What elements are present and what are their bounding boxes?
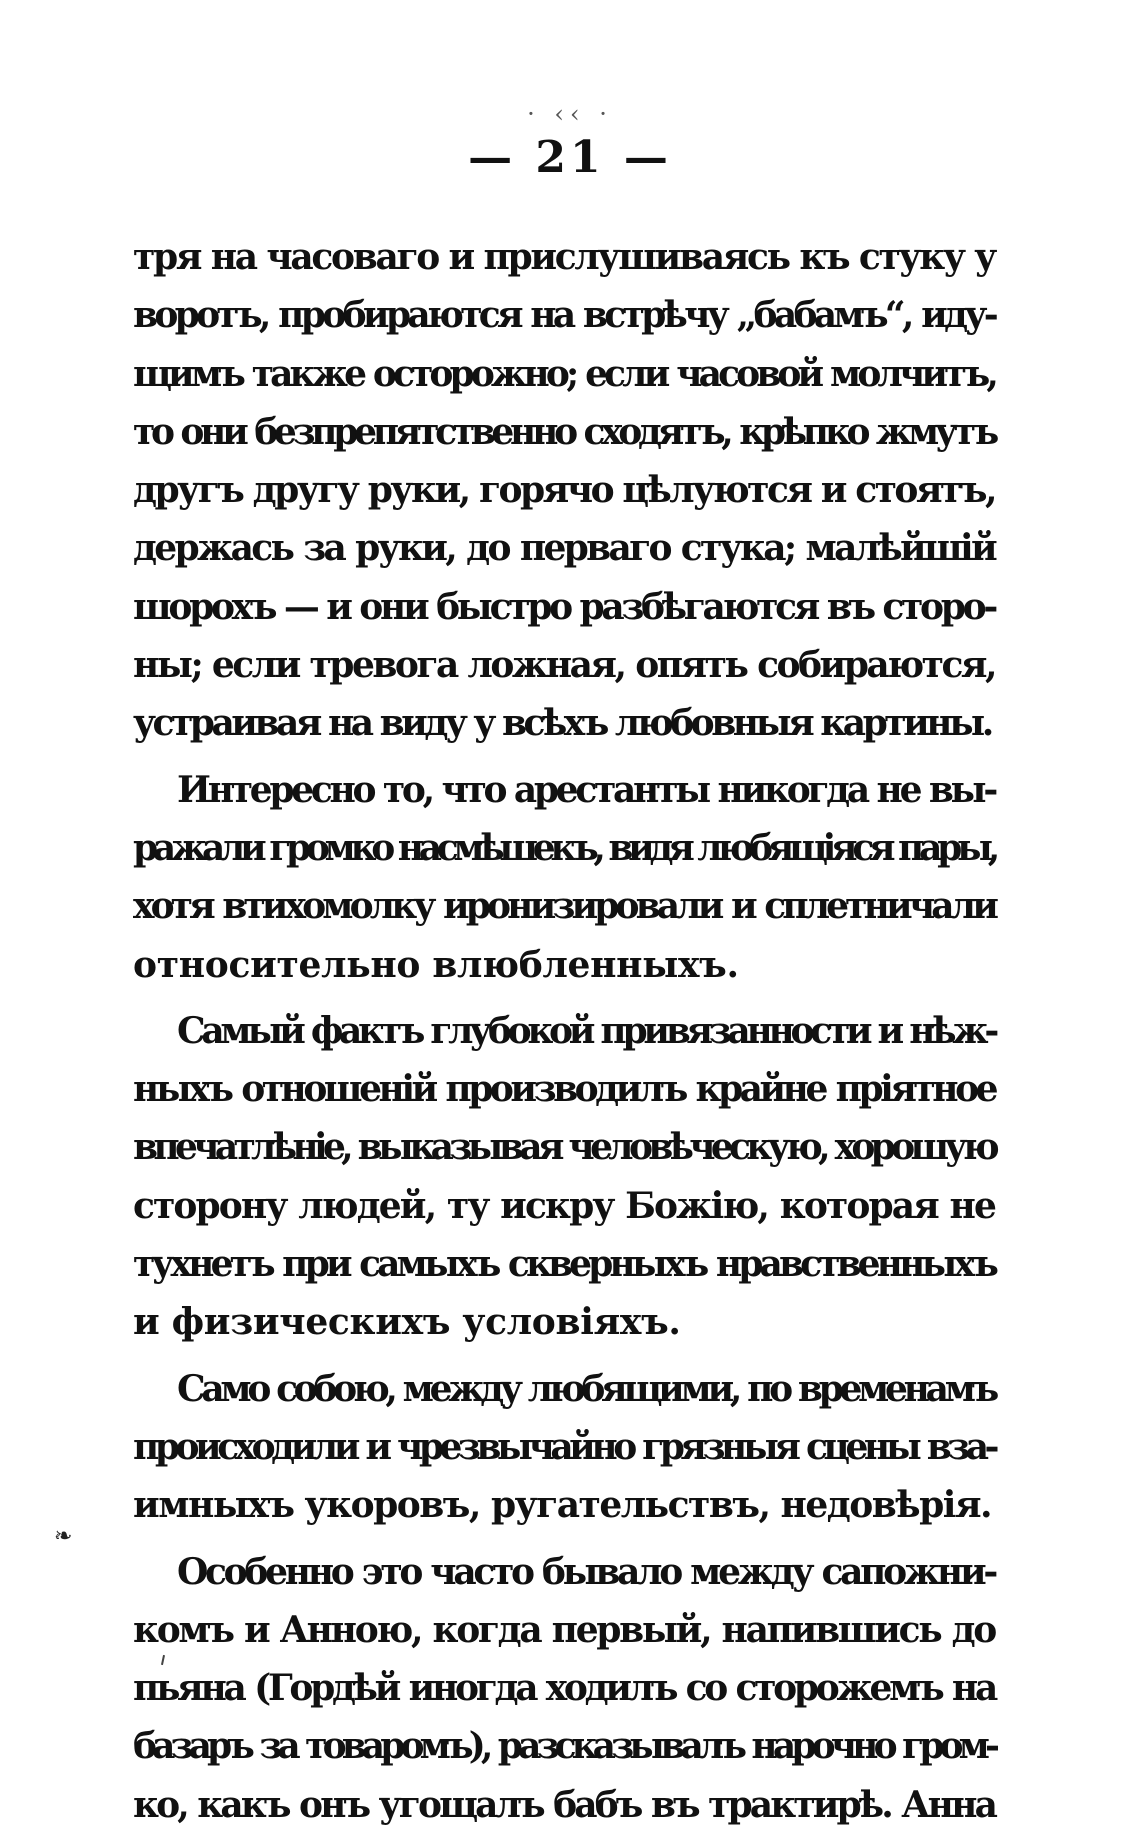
text-line: другъ другу руки, горячо цѣлуются и стоятъ, <box>133 469 995 512</box>
text-line: устраивая на виду у всѣхъ любовныя картины. <box>133 702 991 745</box>
paragraph-2 <box>133 761 995 994</box>
paragraph-5 <box>133 1543 995 1834</box>
body-text <box>133 228 995 1834</box>
text-line: щимъ также осторожно; если часовой молчитъ, <box>133 352 995 395</box>
text-line: тря на часоваго и прислушиваясь къ стуку у <box>133 236 995 278</box>
text-line: имныхъ укоровъ, ругательствъ, недовѣрія. <box>133 1484 992 1527</box>
text-line: ко, какъ онъ угощалъ бабъ въ трактирѣ. Анна <box>133 1783 995 1826</box>
paragraph-3 <box>133 1002 995 1352</box>
running-head: · ‹‹ · <box>527 100 613 128</box>
text-line: и физическихъ условіяхъ. <box>133 1301 681 1344</box>
text-line: ны; если тревога ложная, опять собираются, <box>133 644 995 687</box>
text-line: то они безпрепятственно сходятъ, крѣпко жмутъ <box>133 410 995 453</box>
text-line: хотя втихомолку иронизировали и сплетничали <box>133 885 995 928</box>
text-line: впечатлѣніе, выказывая человѣческую, хорошую <box>133 1126 995 1169</box>
text-line: шорохъ — и они быстро разбѣгаются въ сторо- <box>133 585 995 628</box>
text-line: Самый фактъ глубокой привязанности и нѣж- <box>177 1009 995 1052</box>
margin-mark: ❧ <box>54 1524 73 1549</box>
text-line: пьяна (Гордѣй иногда ходилъ со сторожемъ на <box>133 1667 995 1710</box>
text-line: комъ и Анною, когда первый, напившись до <box>133 1608 995 1651</box>
page-number: — 21 — <box>468 132 672 183</box>
text-line: сторону людей, ту искру Божію, которая не <box>133 1184 995 1227</box>
text-line: тухнетъ при самыхъ скверныхъ нравственныхъ <box>133 1243 995 1286</box>
paragraph-1 <box>133 228 995 753</box>
text-line: относительно влюбленныхъ. <box>133 943 739 986</box>
paragraph-4 <box>133 1360 995 1535</box>
text-line: Само собою, между любящими, по временамъ <box>177 1367 995 1410</box>
text-line: Интересно то, что арестанты никогда не вы- <box>177 768 995 811</box>
text-line: Особенно это часто бывало между сапожни- <box>177 1550 995 1593</box>
text-line: базаръ за товаромъ), разсказывалъ нарочно гром- <box>133 1725 995 1768</box>
text-line: происходили и чрезвычайно грязныя сцены вза- <box>133 1425 995 1468</box>
text-line: держась за руки, до перваго стука; малѣйшій <box>133 527 995 570</box>
text-line: ражали громко насмѣшекъ, видя любящіяся пары, <box>133 826 995 869</box>
text-line: ныхъ отношеній производилъ крайне пріятное <box>133 1068 995 1111</box>
text-line: воротъ, пробираются на встрѣчу „бабамъ“, иду- <box>133 294 995 337</box>
